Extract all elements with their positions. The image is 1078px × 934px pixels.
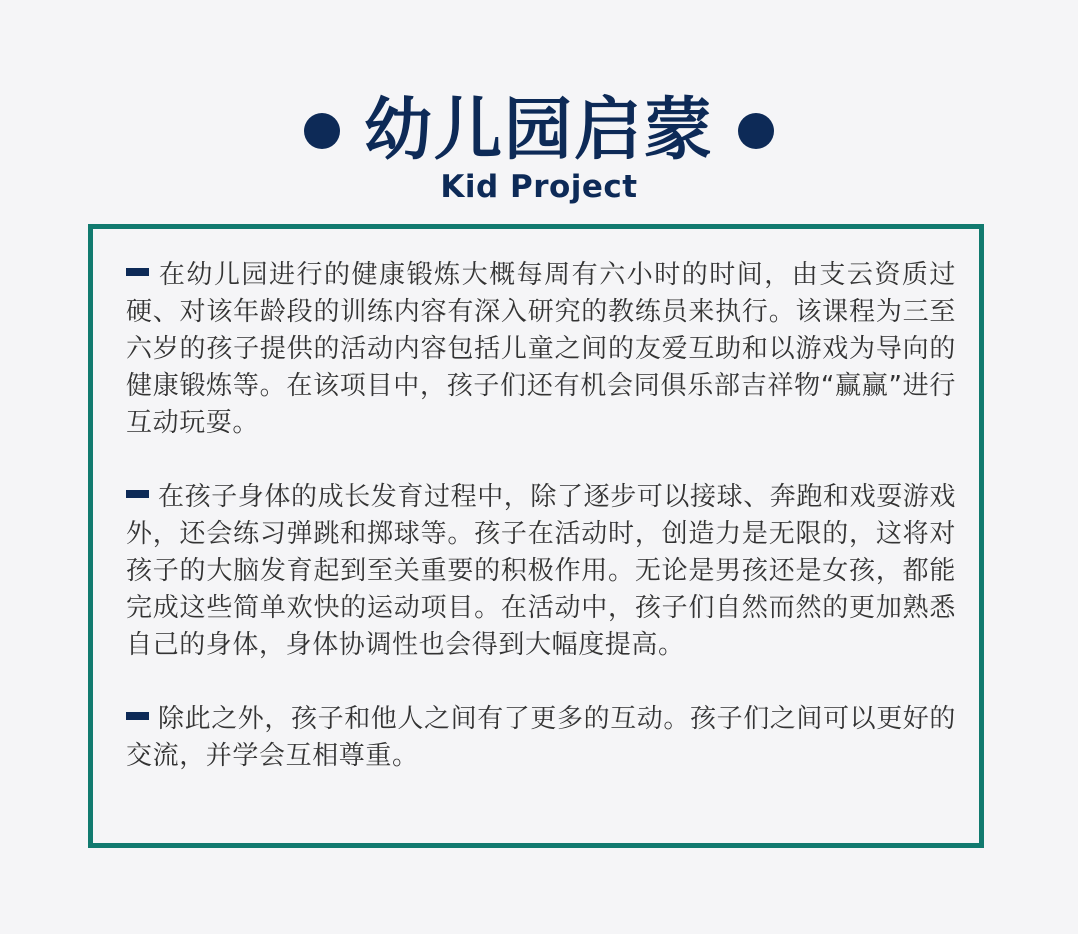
paragraph-3-text: 除此之外，孩子和他人之间有了更多的互动。孩子们之间可以更好的交流，并学会互相尊重。 [126,704,957,771]
dash-icon [126,712,149,720]
page-subtitle: Kid Project [440,169,638,205]
dash-icon [126,268,149,276]
dash-icon [126,490,149,498]
content-frame [88,224,984,848]
paragraph-2-text: 在孩子身体的成长发育过程中，除了逐步可以接球、奔跑和戏耍游戏外，还会练习弹跳和掷球等。孩子在活动时，创造力是无限的，这将对孩子的大脑发育起到至关重要的积极作用。无论是男孩还是女孩，都能完成这些简单欢快的运动项目。在活动中，孩子们自然而然的更加熟悉自己的身体，身体协调性也会得到大幅度提高。 [126,482,957,660]
page-title: 幼儿园启蒙 [363,91,714,170]
right-dot-icon [738,113,774,149]
paragraph-3 [126,701,956,775]
left-dot-icon [304,113,340,149]
paragraph-2 [126,479,956,664]
paragraph-1-text: 在幼儿园进行的健康锻炼大概每周有六小时的时间，由支云资质过硬、对该年龄段的训练内容有深入研究的教练员来执行。该课程为三至六岁的孩子提供的活动内容包括儿童之间的友爱互助和以游戏为导向的健康锻炼等。在该项目中，孩子们还有机会同俱乐部吉祥物“赢赢”进行互动玩耍。 [126,260,956,438]
content-body [126,257,956,812]
title-row [0,88,1078,174]
paragraph-1 [126,257,956,442]
